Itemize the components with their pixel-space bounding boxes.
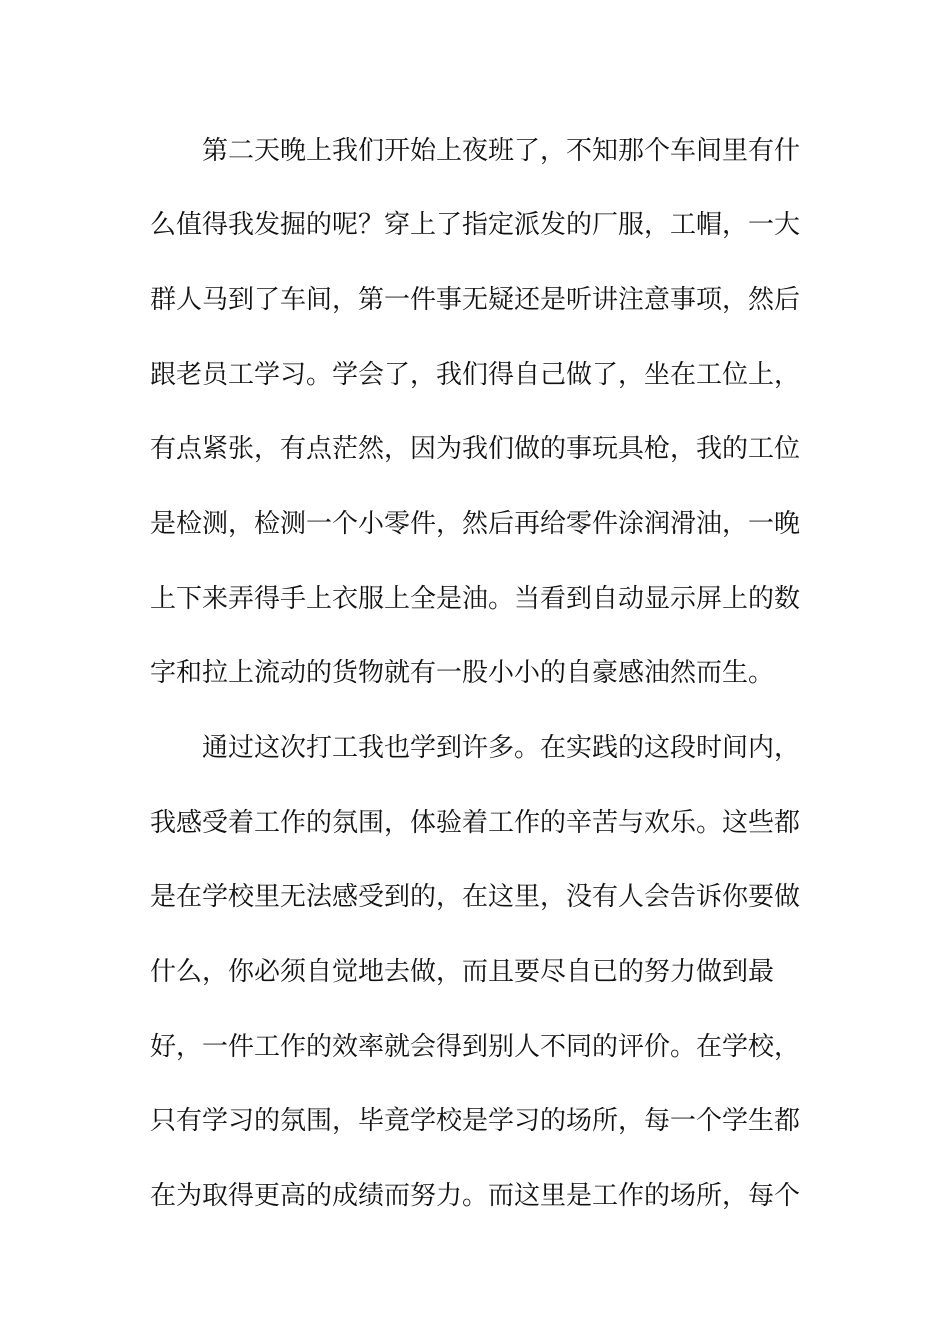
paragraph-1-line-6: 是检测，检测一个小零件，然后再给零件涂润滑油，一晚 <box>150 509 801 539</box>
paragraph-1-line-4: 跟老员工学习。学会了，我们得自己做了，坐在工位上， <box>150 360 801 390</box>
paragraph-2-line-6: 只有学习的氛围，毕竟学校是学习的场所，每一个学生都 <box>150 1106 801 1136</box>
paragraph-2-line-4: 什么，你必须自觉地去做，而且要尽自已的努力做到最 <box>150 957 775 987</box>
paragraph-2-line-2: 我感受着工作的氛围，体验着工作的辛苦与欢乐。这些都 <box>150 808 801 838</box>
paragraph-1-line-5: 有点紧张，有点茫然，因为我们做的事玩具枪，我的工位 <box>150 434 801 464</box>
paragraph-1-line-7: 上下来弄得手上衣服上全是油。当看到自动显示屏上的数 <box>150 584 801 614</box>
paragraph-2-line-1: 通过这次打工我也学到许多。在实践的这段时间内， <box>202 733 801 763</box>
paragraph-1-line-1: 第二天晚上我们开始上夜班了，不知那个车间里有什 <box>202 136 801 166</box>
paragraph-1-line-8: 字和拉上流动的货物就有一股小小的自豪感油然而生。 <box>150 658 775 688</box>
paragraph-2-line-7: 在为取得更高的成绩而努力。而这里是工作的场所，每个 <box>150 1181 801 1211</box>
paragraph-1-line-2: 么值得我发掘的呢？穿上了指定派发的厂服，工帽，一大 <box>150 210 801 240</box>
paragraph-1-line-3: 群人马到了车间，第一件事无疑还是听讲注意事项，然后 <box>150 285 801 315</box>
paragraph-2-line-5: 好，一件工作的效率就会得到别人不同的评价。在学校， <box>150 1032 801 1062</box>
paragraph-2-line-3: 是在学校里无法感受到的，在这里，没有人会告诉你要做 <box>150 882 801 912</box>
